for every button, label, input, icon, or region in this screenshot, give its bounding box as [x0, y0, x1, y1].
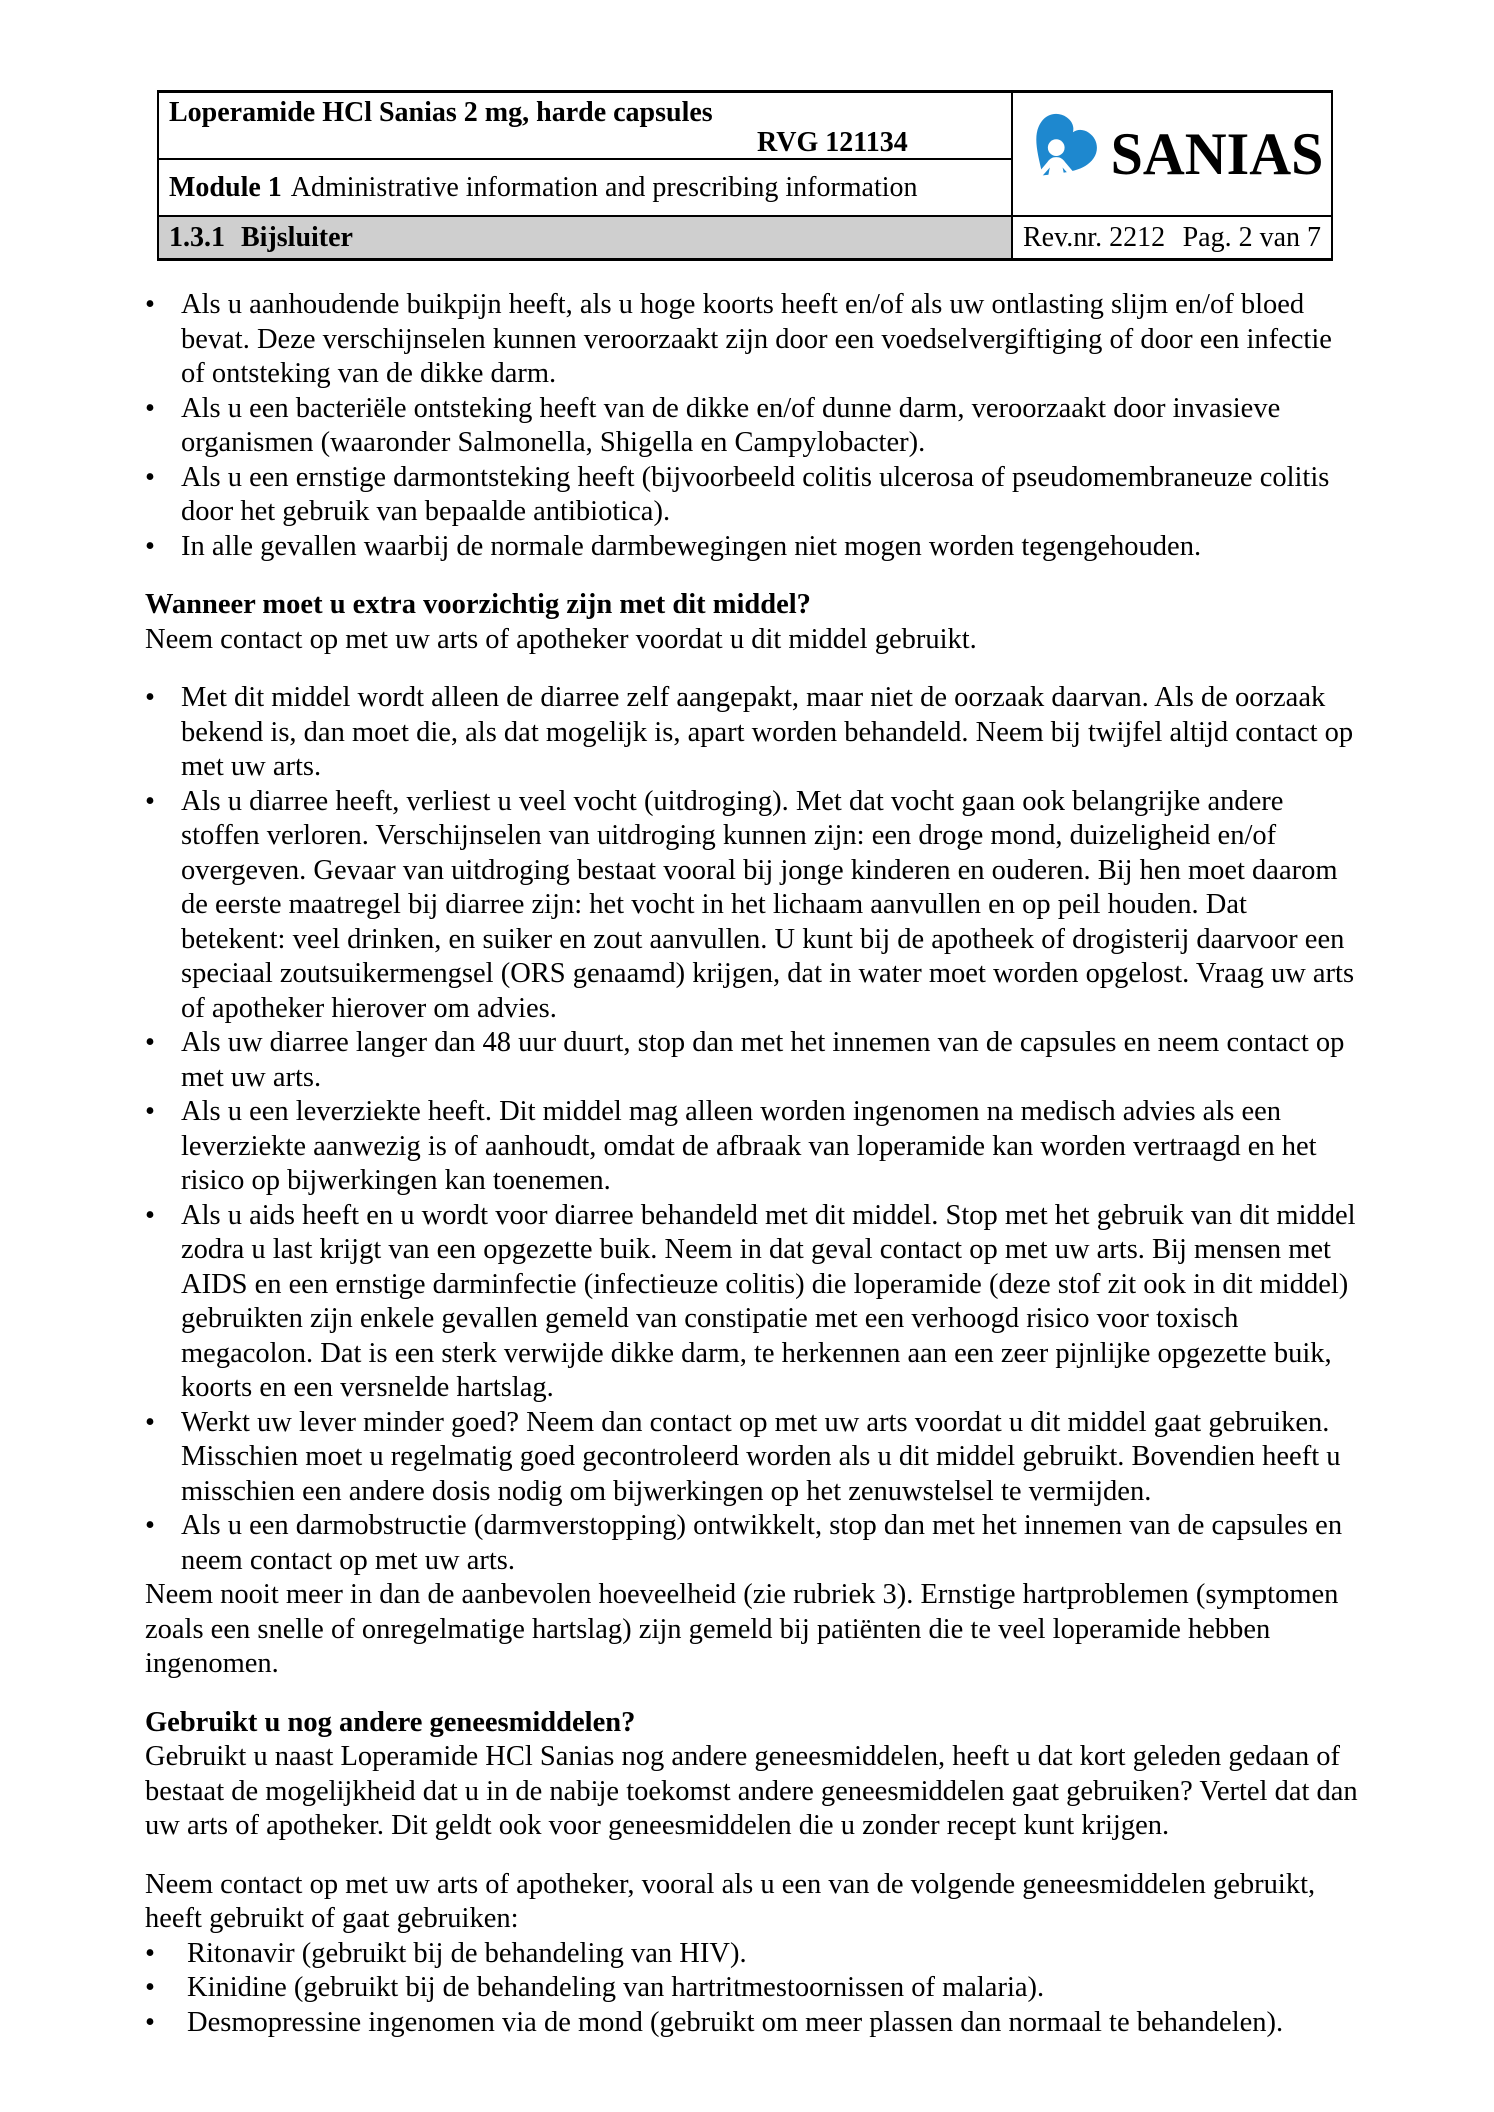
page-indicator: Pag. 2 van 7: [1182, 222, 1321, 253]
bullet-icon: •: [145, 530, 155, 562]
list-item: [145, 681, 1358, 785]
caution-bullet-text: Werkt uw lever minder goed? Neem dan contact op met uw arts voordat u dit middel gaat gebruiken. Misschien moet u regelmatig goed gecontroleerd worden als u dit middel gebruikt. Bovendien heeft u misschien een andere dosis nodig om bijwerkingen op het zenuwstelsel te vermijden.: [181, 1406, 1341, 1507]
other-medicines-intro: Gebruikt u naast Loperamide HCl Sanias nog andere geneesmiddelen, heeft u dat kort geleden gedaan of bestaat de mogelijkheid dat u in de nabije toekomst andere geneesmiddelen gaat gebruiken? Vertel dat dan uw arts of apotheker. Dit geldt ook voor geneesmiddelen die u zonder recept kunt krijgen.: [145, 1741, 1358, 1841]
bullet-icon: •: [145, 2006, 155, 2038]
bullet-icon: •: [145, 289, 155, 320]
list-item: [145, 2006, 1358, 2041]
bullet-icon: •: [145, 461, 155, 493]
module-cell: [159, 160, 1013, 217]
bullet-icon: •: [145, 1406, 155, 1438]
list-item: [145, 1971, 1358, 2006]
section-label: Bijsluiter: [241, 221, 353, 253]
list-item: [145, 785, 1358, 1027]
warning-bullet-text: In alle gevallen waarbij de normale darmbewegingen niet mogen worden tegengehouden.: [181, 530, 1202, 562]
caution-bullet-text: Als u aids heeft en u wordt voor diarree behandeld met dit middel. Stop met het gebruik van dit middel zodra u last krijgt van een opgezette buik. Neem in dat geval contact op met uw arts. Bij mensen met AIDS en een ernstige darminfectie (infectieuze colitis) die loperamide (deze stof zit ook in dit middel) gebruikten zijn enkele gevallen gemeld van constipatie met een verhoogd risico voor toxisch megacolon. Dat is een sterk verwijde dikke darm, te herkennen aan een zeer pijnlijke opgezette buik, koorts en een versnelde hartslag.: [181, 1199, 1356, 1403]
brand-logo: [1013, 93, 1331, 217]
caution-bullet-text: Als u een darmobstructie (darmverstopping) ontwikkelt, stop dan met het innemen van de capsules en neem contact op met uw arts.: [181, 1510, 1343, 1576]
revision-number: Rev.nr. 2212: [1023, 222, 1166, 253]
module-text: Administrative information and prescribing information: [290, 171, 918, 203]
section-heading-other-medicines: Gebruikt u nog andere geneesmiddelen?: [145, 1706, 636, 1738]
section-row: [159, 217, 1013, 258]
warning-bullet-text: Als u een bacteriële ontsteking heeft van de dikke en/of dunne darm, veroorzaakt door invasieve organismen (waaronder Salmonella, Shigella en Campylobacter).: [181, 392, 1281, 458]
bullet-icon: •: [145, 392, 155, 424]
bullet-icon: •: [145, 1937, 155, 1969]
leaflet-body: [145, 288, 1358, 2040]
list-item: [145, 461, 1358, 530]
caution-bullet-text: Als u een leverziekte heeft. Dit middel mag alleen worden ingenomen na medisch advies als een leverziekte aanwezig is of aanhoudt, omdat de afbraak van loperamide kan worden vertraagd en het risico op bijwerkingen kan toenemen.: [181, 1096, 1317, 1196]
list-item: [145, 288, 1358, 392]
product-title: Loperamide HCl Sanias 2 mg, harde capsules: [169, 97, 713, 128]
rvg-number: RVG 121134: [757, 127, 908, 158]
bullet-icon: •: [145, 1199, 155, 1231]
warning-bullet-text: Als u een ernstige darmontsteking heeft (bijvoorbeeld colitis ulcerosa of pseudomembraneuze colitis door het gebruik van bepaalde antibiotica).: [181, 461, 1330, 527]
section-code: 1.3.1: [169, 221, 225, 253]
list-item: [145, 1937, 1358, 1972]
caution-note: Neem nooit meer in dan de aanbevolen hoeveelheid (zie rubriek 3). Ernstige hartproblemen (symptomen zoals een snelle of onregelmatige hartslag) zijn gemeld bij patiënten die te veel loperamide hebben ingenomen.: [145, 1579, 1339, 1679]
caution-intro: Neem contact op met uw arts of apotheker voordat u dit middel gebruikt.: [145, 623, 977, 655]
interaction-bullet-text: Desmopressine ingenomen via de mond (gebruikt om meer plassen dan normaal te behandelen).: [187, 2006, 1284, 2038]
brand-wordmark: SANIAS: [1110, 119, 1324, 188]
list-item: [145, 1509, 1358, 1578]
list-item: [145, 392, 1358, 461]
interaction-bullet-text: Ritonavir (gebruikt bij de behandeling van HIV).: [187, 1937, 747, 1969]
list-item: [145, 1026, 1358, 1095]
caution-bullet-text: Als uw diarree langer dan 48 uur duurt, stop dan met het innemen van de capsules en neem contact op met uw arts.: [181, 1027, 1345, 1093]
list-item: [145, 1095, 1358, 1199]
bullet-icon: •: [145, 1972, 155, 2003]
bullet-icon: •: [145, 1096, 155, 1127]
document-header-table: [157, 90, 1333, 261]
section-heading-caution: Wanneer moet u extra voorzichtig zijn met dit middel?: [145, 589, 811, 620]
list-item: [145, 530, 1358, 565]
list-item: [145, 1199, 1358, 1406]
bullet-icon: •: [145, 1510, 155, 1541]
module-label: Module 1: [169, 171, 282, 203]
bullet-icon: •: [145, 1027, 155, 1058]
caution-bullet-text: Als u diarree heeft, verliest u veel vocht (uitdroging). Met dat vocht gaan ook belangrijke andere stoffen verloren. Verschijnselen van uitdroging kunnen zijn: een droge mond, duizeligheid en/of overgeven. Gevaar van uitdroging bestaat vooral bij jonge kinderen en ouderen. Bij hen moet daarom de eerste maatregel bij diarree zijn: het vocht in het lichaam aanvullen en op peil houden. Dat betekent: veel drinken, en suiker en zout aanvullen. U kunt bij de apotheek of drogisterij daarvoor een speciaal zoutsuikermengsel (ORS genaamd) krijgen, dat in water moet worden opgelost. Vraag uw arts of apotheker hierover om advies.: [181, 785, 1355, 1024]
list-item: [145, 1406, 1358, 1510]
revision-cell: [1013, 217, 1331, 258]
interaction-intro: Neem contact op met uw arts of apotheker, vooral als u een van de volgende geneesmiddelen gebruikt, heeft gebruikt of gaat gebruiken:: [145, 1868, 1316, 1934]
bullet-icon: •: [145, 785, 155, 817]
product-title-cell: [159, 93, 1013, 160]
interaction-bullet-text: Kinidine (gebruikt bij de behandeling van hartritmestoornissen of malaria).: [187, 1972, 1045, 2003]
bullet-icon: •: [145, 682, 155, 713]
sanias-heart-person-icon: [1021, 111, 1101, 197]
caution-bullet-text: Met dit middel wordt alleen de diarree zelf aangepakt, maar niet de oorzaak daarvan. Als de oorzaak bekend is, dan moet die, als dat mogelijk is, apart worden behandeld. Neem bij twijfel altijd contact op met uw arts.: [181, 682, 1354, 782]
warning-bullet-text: Als u aanhoudende buikpijn heeft, als u hoge koorts heeft en/of als uw ontlasting slijm en/of bloed bevat. Deze verschijnselen kunnen veroorzaakt zijn door een voedselvergiftiging of door een infectie of ontsteking van de dikke darm.: [181, 289, 1332, 389]
